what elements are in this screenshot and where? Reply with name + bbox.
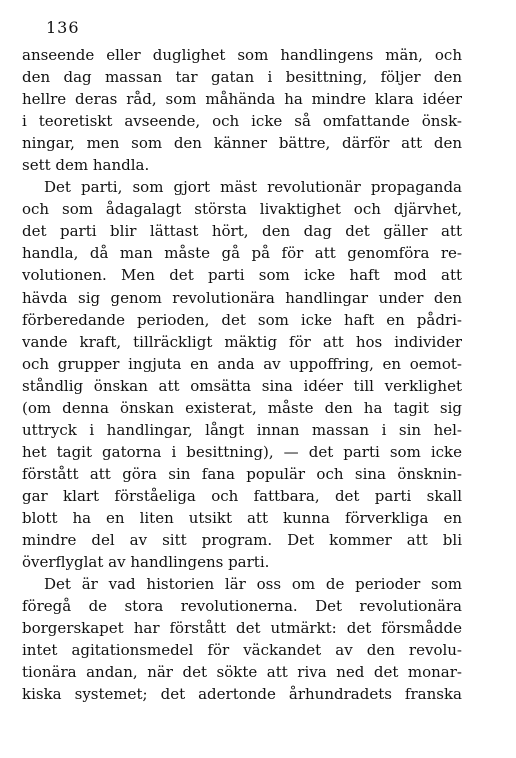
text-line: vande kraft, tillräckligt mäktig för att hos individer <box>22 332 462 351</box>
page-number: 136 <box>46 18 80 37</box>
text-line: och som ådagalagt största livaktighet och djärvhet, <box>22 200 462 219</box>
text-line: uttryck i handlingar, långt innan massan i sin hel- <box>22 420 462 439</box>
text-line: intet agitationsmedel för väckandet av den revolu- <box>22 641 462 660</box>
text-line: ningar, men som den känner bättre, därför att den <box>22 134 462 153</box>
text-line: och grupper ingjuta en anda av uppoffring, en oemot- <box>22 354 462 373</box>
text-line: sett dem handla. <box>22 156 150 175</box>
text-line: mindre del av sitt program. Det kommer att bli <box>22 531 462 550</box>
text-line: borgerskapet har förstått det utmärkt: det försmådde <box>22 619 462 638</box>
text-line: i teoretiskt avseende, och icke så omfattande önsk- <box>22 112 462 131</box>
text-line: Det är vad historien lär oss om de perioder som <box>44 575 462 594</box>
text-line: överflyglat av handlingens parti. <box>22 553 270 572</box>
text-line: hävda sig genom revolutionära handlingar under den <box>22 288 462 307</box>
text-line: handla, då man måste gå på för att genomföra re- <box>22 244 462 263</box>
text-line: blott ha en liten utsikt att kunna förverkliga en <box>22 508 462 527</box>
text-line: förstått att göra sin fana populär och sina önsknin- <box>22 464 462 483</box>
body-text <box>22 44 462 705</box>
text-line: (om denna önskan existerat, måste den ha tagit sig <box>22 398 462 417</box>
text-line: tionära andan, när det sökte att riva ned det monar- <box>22 663 462 682</box>
text-line: föregå de stora revolutionerna. Det revolutionära <box>22 597 462 616</box>
text-line: den dag massan tar gatan i besittning, följer den <box>22 68 462 87</box>
text-line: gar klart förståeliga och fattbara, det parti skall <box>22 486 462 505</box>
text-line: kiska systemet; det adertonde århundradets franska <box>22 685 462 704</box>
text-line: det parti blir lättast hört, den dag det gäller att <box>22 222 462 241</box>
text-line: ståndlig önskan att omsätta sina idéer till verklighet <box>22 376 462 395</box>
text-line: förberedande perioden, det som icke haft en pådri- <box>22 310 462 329</box>
text-line: het tagit gatorna i besittning), — det parti som icke <box>22 442 462 461</box>
text-line: hellre deras råd, som måhända ha mindre klara idéer <box>22 90 462 109</box>
text-line: volutionen. Men det parti som icke haft mod att <box>22 266 462 285</box>
text-line: Det parti, som gjort mäst revolutionär propaganda <box>44 178 462 197</box>
text-line: anseende eller duglighet som handlingens män, och <box>22 46 462 64</box>
